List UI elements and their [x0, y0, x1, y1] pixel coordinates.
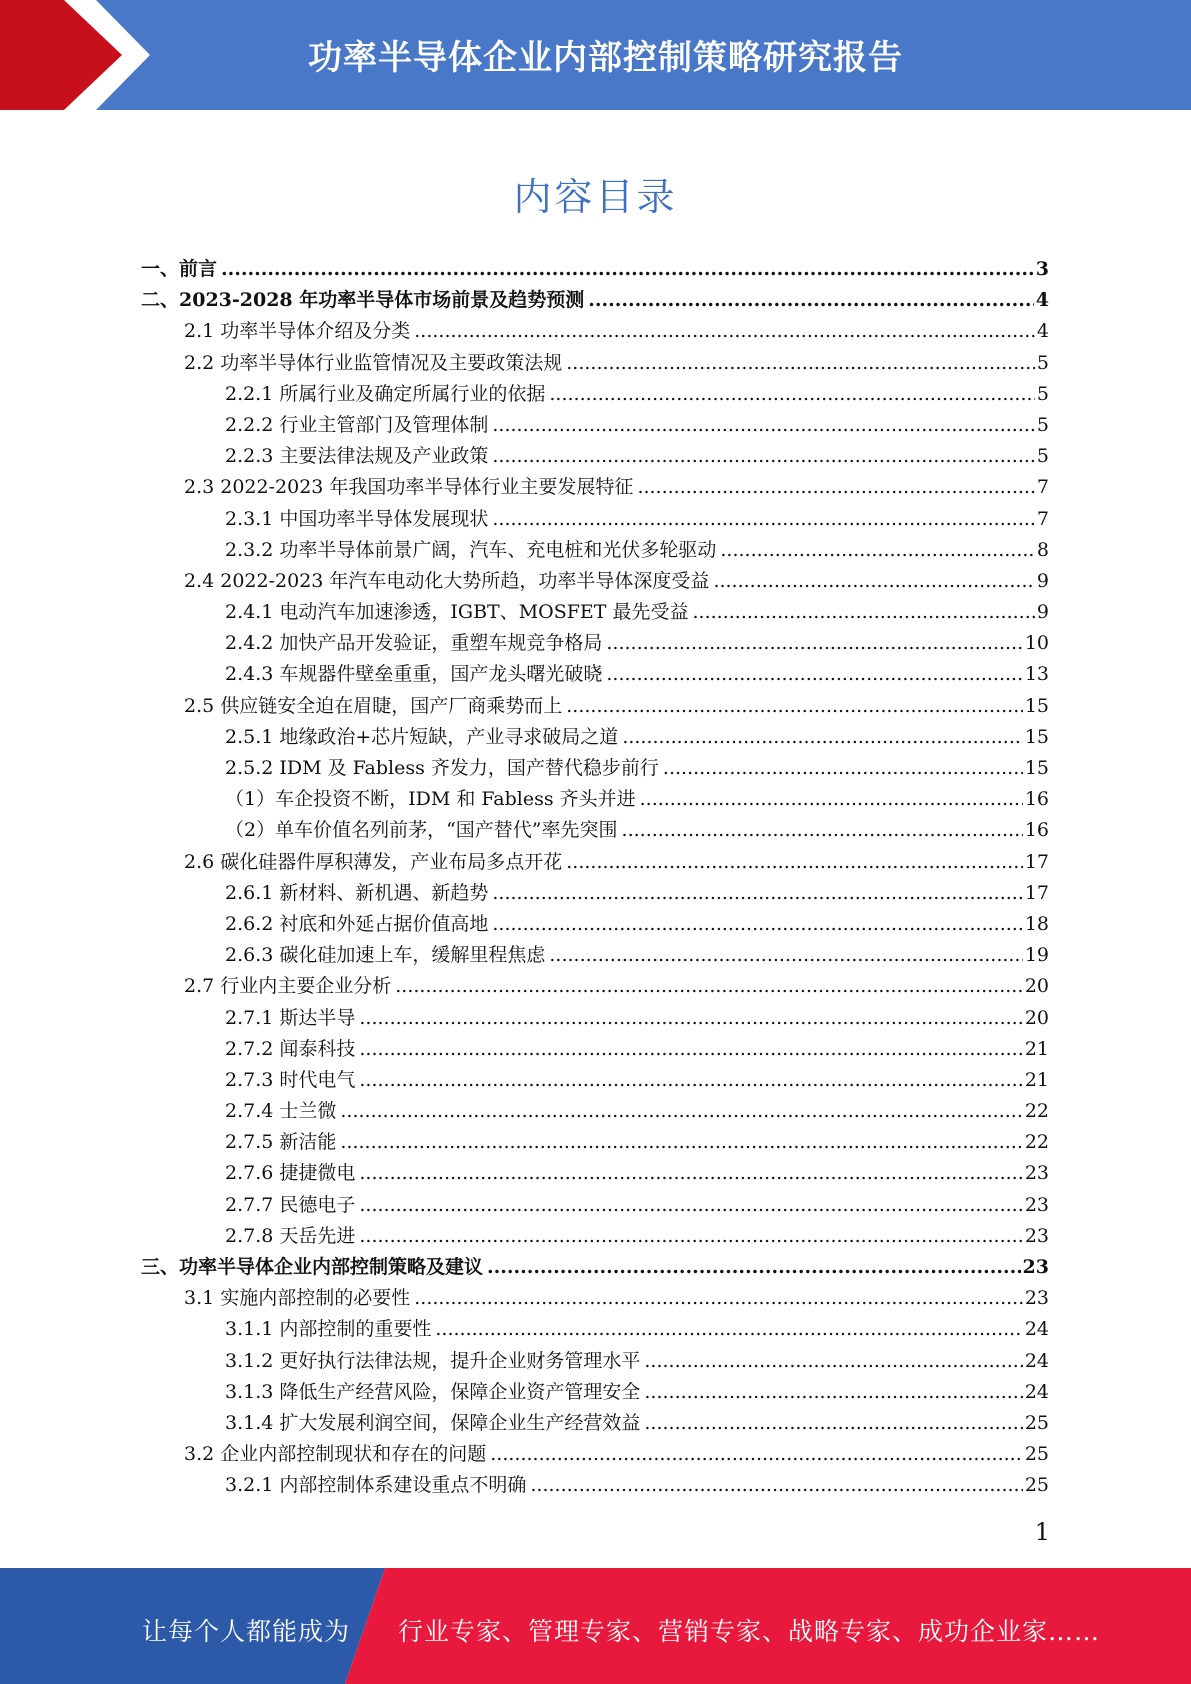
toc-entry-label: 2.5.1 地缘政治+芯片短缺，产业寻求破局之道 [225, 725, 619, 748]
toc-dot-leader [566, 691, 1023, 722]
toc-dot-leader [693, 597, 1035, 628]
toc-entry-label: 2.6.3 碳化硅加速上车，缓解里程焦虑 [225, 944, 546, 967]
toc-entry-label: 2.3 2022-2023 年我国功率半导体行业主要发展特征 [184, 476, 634, 499]
toc-entry[interactable] [141, 940, 1049, 971]
toc-entry-page: 5 [1036, 351, 1049, 374]
toc-entry-label: 2.7.7 民德电子 [225, 1193, 356, 1216]
toc-entry-label: 3.1.1 内部控制的重要性 [225, 1318, 432, 1341]
toc-entry-label: （1）车企投资不断，IDM 和 Fabless 齐头并进 [225, 788, 636, 811]
toc-entry-label: 2.7 行业内主要企业分析 [184, 975, 392, 998]
toc-entry[interactable] [141, 847, 1049, 878]
toc-entry[interactable] [141, 1377, 1049, 1408]
toc-dot-leader [720, 535, 1035, 566]
toc-dot-leader [359, 1003, 1022, 1034]
toc-entry-page: 13 [1024, 663, 1049, 686]
toc-entry-page: 25 [1024, 1411, 1049, 1434]
toc-entry[interactable] [141, 753, 1049, 784]
toc-entry-page: 21 [1024, 1037, 1049, 1060]
toc-entry[interactable] [141, 1190, 1049, 1221]
toc-entry[interactable] [141, 1283, 1049, 1314]
toc-entry-page: 15 [1024, 757, 1049, 779]
toc-entry-label: 2.5 供应链安全迫在眉睫，国产厂商乘势而上 [184, 694, 563, 717]
toc-dot-leader [487, 1252, 1021, 1283]
toc-entry-label: 2.3.2 功率半导体前景广阔，汽车、充电桩和光伏多轮驱动 [225, 538, 717, 561]
toc-entry-page: 22 [1024, 1100, 1049, 1123]
toc-entry-page: 23 [1024, 1193, 1049, 1216]
toc-entry-page: 10 [1024, 632, 1049, 655]
toc-entry-page: 17 [1024, 881, 1049, 904]
toc-entry-page: 23 [1022, 1256, 1049, 1278]
toc-entry-label: 三、功率半导体企业内部控制策略及建议 [141, 1256, 484, 1278]
toc-entry[interactable] [141, 691, 1049, 722]
toc-entry-label: 2.7.2 闻泰科技 [225, 1037, 356, 1060]
toc-entry[interactable] [141, 1346, 1049, 1377]
toc-entry-label: 2.7.6 捷捷微电 [225, 1162, 356, 1185]
toc-entry-label: 3.1.4 扩大发展利润空间，保障企业生产经营效益 [225, 1411, 641, 1434]
toc-entry[interactable] [141, 628, 1049, 659]
toc-dot-leader [713, 566, 1034, 597]
toc-dot-leader [492, 410, 1035, 441]
page-number: 1 [1034, 1518, 1050, 1546]
toc-entry-page: 3 [1035, 258, 1049, 280]
toc-dot-leader [588, 285, 1034, 316]
toc-entry[interactable] [141, 254, 1049, 285]
toc-dot-leader [644, 1408, 1022, 1439]
toc-dot-leader [530, 1470, 1022, 1501]
toc-entry-label: 2.2 功率半导体行业监管情况及主要政策法规 [184, 351, 563, 374]
toc-entry[interactable] [141, 1221, 1049, 1252]
toc-entry-label: 2.2.1 所属行业及确定所属行业的依据 [225, 382, 546, 405]
toc-entry-page: 9 [1036, 569, 1049, 592]
toc-entry-label: 2.7.4 士兰微 [225, 1100, 337, 1123]
toc-entry[interactable] [141, 722, 1049, 753]
toc-entry[interactable] [141, 1439, 1049, 1470]
toc-dot-leader [492, 504, 1035, 535]
toc-entry-label: 2.7.1 斯达半导 [225, 1006, 356, 1029]
toc-entry[interactable] [141, 1034, 1049, 1065]
toc-entry[interactable] [141, 878, 1049, 909]
toc-entry-page: 16 [1024, 819, 1049, 842]
toc-dot-leader [644, 1346, 1022, 1377]
toc-entry-page: 20 [1024, 1006, 1049, 1029]
toc-entry-page: 5 [1036, 413, 1049, 436]
toc-entry-page: 7 [1036, 476, 1049, 499]
toc-dot-leader [435, 1314, 1022, 1345]
toc-entry-page: 5 [1036, 382, 1049, 405]
toc-entry-page: 24 [1024, 1380, 1049, 1403]
toc-entry[interactable] [141, 1408, 1049, 1439]
toc-entry[interactable] [141, 1470, 1049, 1501]
toc-entry-page: 18 [1024, 912, 1049, 935]
toc-entry-label: 2.4.2 加快产品开发验证，重塑车规竞争格局 [225, 632, 603, 655]
toc-entry[interactable] [141, 535, 1049, 566]
toc-dot-leader [340, 1127, 1022, 1158]
toc-entry-page: 4 [1036, 320, 1049, 343]
toc-entry[interactable] [141, 971, 1049, 1002]
toc-entry-page: 20 [1024, 975, 1049, 998]
toc-entry[interactable] [141, 597, 1049, 628]
toc-entry-label: （2）单车价值名列前茅，“国产替代”率先突围 [225, 819, 618, 842]
toc-entry[interactable] [141, 472, 1049, 503]
toc-dot-leader [414, 1283, 1023, 1314]
toc-entry[interactable] [141, 410, 1049, 441]
footer-banner [0, 1568, 1191, 1684]
toc-entry-page: 24 [1024, 1318, 1049, 1341]
toc-dot-leader [640, 784, 1023, 815]
toc-entry-page: 15 [1024, 725, 1049, 748]
toc-entry[interactable] [141, 1314, 1049, 1345]
toc-entry[interactable] [141, 348, 1049, 379]
toc-entry-page: 4 [1035, 289, 1049, 312]
toc-entry-label: 2.7.5 新洁能 [225, 1131, 337, 1154]
toc-entry-label: 3.2 企业内部控制现状和存在的问题 [184, 1443, 487, 1466]
toc-entry-label: 2.4 2022-2023 年汽车电动化大势所趋，功率半导体深度受益 [184, 569, 710, 592]
toc-entry[interactable] [141, 659, 1049, 690]
toc-dot-leader [622, 722, 1023, 753]
toc-heading: 内容目录 [513, 175, 678, 219]
toc-entry-label: 2.6.1 新材料、新机遇、新趋势 [225, 881, 489, 904]
toc-entry[interactable] [141, 441, 1049, 472]
toc-entry[interactable] [141, 1096, 1049, 1127]
toc-entry-label: 2.4.1 电动汽车加速渗透，IGBT、MOSFET 最先受益 [225, 601, 689, 624]
header-banner [0, 0, 1191, 110]
toc-entry[interactable] [141, 1252, 1049, 1283]
toc-dot-leader [490, 1439, 1023, 1470]
toc-dot-leader [566, 847, 1023, 878]
toc-entry-label: 3.2.1 内部控制体系建设重点不明确 [225, 1474, 527, 1497]
toc-dot-leader [395, 971, 1023, 1002]
toc-dot-leader [663, 753, 1023, 784]
toc-entry[interactable] [141, 1127, 1049, 1158]
toc-dot-leader [359, 1190, 1022, 1221]
footer-slogan-left: 让每个人都能成为 [142, 1617, 351, 1646]
report-title: 功率半导体企业内部控制策略研究报告 [308, 38, 903, 78]
toc-entry-page: 22 [1024, 1131, 1049, 1154]
toc-entry-page: 24 [1024, 1349, 1049, 1372]
toc-dot-leader [549, 940, 1022, 971]
toc-dot-leader [359, 1158, 1022, 1189]
toc-entry[interactable] [141, 815, 1049, 846]
footer-slogan-right: 行业专家、管理专家、营销专家、战略专家、成功企业家…… [398, 1617, 1101, 1646]
toc-entry[interactable] [141, 316, 1049, 347]
toc-entry-page: 5 [1036, 445, 1049, 468]
toc-dot-leader [549, 379, 1035, 410]
toc-dot-leader [606, 659, 1022, 690]
toc-entry-page: 9 [1036, 601, 1049, 624]
toc-entry[interactable] [141, 566, 1049, 597]
toc-entry[interactable] [141, 784, 1049, 815]
toc-entry-page: 19 [1024, 944, 1049, 967]
toc-entry-page: 16 [1024, 788, 1049, 811]
toc-dot-leader [359, 1221, 1022, 1252]
toc-entry[interactable] [141, 1158, 1049, 1189]
toc-dot-leader [606, 628, 1022, 659]
toc-entry[interactable] [141, 909, 1049, 940]
toc-entry-page: 8 [1036, 538, 1049, 561]
toc-entry-label: 2.2.3 主要法律法规及产业政策 [225, 445, 489, 468]
toc-entry-label: 2.7.8 天岳先进 [225, 1224, 356, 1247]
toc-entry-label: 2.1 功率半导体介绍及分类 [184, 320, 411, 343]
toc-dot-leader [644, 1377, 1022, 1408]
toc-entry-label: 3.1 实施内部控制的必要性 [184, 1287, 411, 1310]
toc-entry[interactable] [141, 285, 1049, 316]
toc-entry-label: 二、2023-2028 年功率半导体市场前景及趋势预测 [141, 289, 585, 312]
toc-entry-page: 7 [1036, 507, 1049, 530]
toc-entry-page: 23 [1024, 1224, 1049, 1247]
toc-entry-page: 15 [1024, 694, 1049, 717]
toc-dot-leader [492, 909, 1022, 940]
toc-dot-leader [359, 1034, 1022, 1065]
toc-dot-leader [221, 254, 1034, 285]
toc-dot-leader [637, 472, 1034, 503]
toc-entry-page: 23 [1024, 1287, 1049, 1310]
toc-entry[interactable] [141, 1003, 1049, 1034]
toc-dot-leader [414, 316, 1035, 347]
toc-dot-leader [492, 441, 1035, 472]
toc-dot-leader [340, 1096, 1022, 1127]
toc-entry-label: 2.2.2 行业主管部门及管理体制 [225, 413, 489, 436]
toc-dot-leader [492, 878, 1022, 909]
toc-entry-label: 一、前言 [141, 258, 218, 280]
table-of-contents [141, 254, 1049, 1502]
toc-entry-page: 25 [1024, 1474, 1049, 1497]
toc-entry-label: 2.3.1 中国功率半导体发展现状 [225, 507, 489, 530]
toc-entry[interactable] [141, 379, 1049, 410]
toc-entry-label: 3.1.3 降低生产经营风险，保障企业资产管理安全 [225, 1380, 641, 1403]
toc-dot-leader [566, 348, 1035, 379]
toc-dot-leader [622, 815, 1023, 846]
toc-entry-label: 2.6.2 衬底和外延占据价值高地 [225, 912, 489, 935]
toc-entry-page: 23 [1024, 1162, 1049, 1185]
toc-entry-label: 2.4.3 车规器件壁垒重重，国产龙头曙光破晓 [225, 663, 603, 686]
toc-entry-page: 25 [1024, 1443, 1049, 1466]
toc-entry-label: 3.1.2 更好执行法律法规，提升企业财务管理水平 [225, 1349, 641, 1372]
toc-entry[interactable] [141, 504, 1049, 535]
toc-entry-label: 2.7.3 时代电气 [225, 1068, 356, 1091]
toc-entry-label: 2.6 碳化硅器件厚积薄发，产业布局多点开花 [184, 850, 563, 873]
toc-entry-page: 21 [1024, 1068, 1049, 1091]
toc-dot-leader [359, 1065, 1022, 1096]
toc-entry-label: 2.5.2 IDM 及 Fabless 齐发力，国产替代稳步前行 [225, 757, 659, 779]
toc-entry[interactable] [141, 1065, 1049, 1096]
toc-entry-page: 17 [1024, 850, 1049, 873]
